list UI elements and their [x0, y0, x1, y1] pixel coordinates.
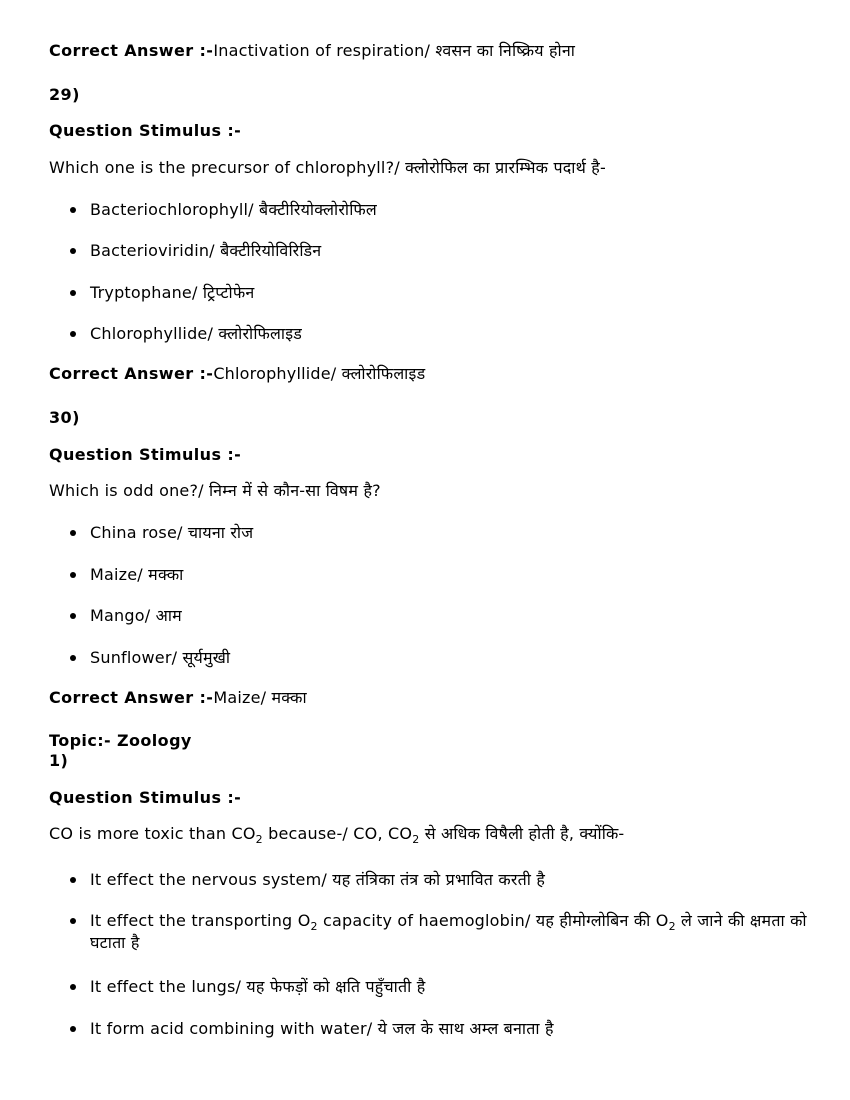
option-item: Tryptophane/ ट्रिप्टोफेन: [90, 283, 255, 302]
question-stimulus-label: Question Stimulus :-: [49, 121, 242, 140]
option-item: China rose/ चायना रोज: [90, 523, 254, 542]
subscript: 2: [255, 833, 263, 846]
question-text-part: because-/ CO, CO: [262, 824, 413, 843]
option-text-part: ले जाने की क्षमता को घटाता है: [90, 911, 807, 952]
topic-heading: Topic:- Zoology: [49, 731, 192, 750]
bullet: [70, 984, 76, 990]
option-item: Maize/ मक्का: [90, 565, 184, 584]
question-text-part: से अधिक विषैली होती है, क्योंकि-: [419, 824, 625, 843]
bullet: [70, 1026, 76, 1032]
correct-answer-value: Maize/ मक्का: [213, 688, 307, 707]
correct-answer-label: Correct Answer :-: [49, 41, 214, 60]
option-item: Bacterioviridin/ बैक्टीरियोविरिडिन: [90, 241, 322, 260]
bullet: [70, 918, 76, 924]
option-item: It form acid combining with water/ ये जल के साथ अम्ल बनाता है: [90, 1019, 554, 1038]
correct-answer-label: Correct Answer :-: [49, 688, 214, 707]
question-number: 30): [49, 408, 80, 427]
option-item: It effect the lungs/ यह फेफड़ों को क्षति पहुँचाती है: [90, 977, 426, 996]
subscript: 2: [668, 920, 676, 933]
option-text-part: It effect the transporting O: [90, 911, 311, 930]
prev-correct-answer: [49, 41, 575, 61]
option-item: Mango/ आम: [90, 606, 182, 625]
option-item: Bacteriochlorophyll/ बैक्टीरियोक्लोरोफिल: [90, 200, 377, 219]
option-text-part: capacity of haemoglobin/ यह हीमोग्लोबिन की O: [317, 911, 669, 930]
option-item: Chlorophyllide/ क्लोरोफिलाइड: [90, 324, 303, 343]
option-item: Sunflower/ सूर्यमुखी: [90, 648, 231, 667]
bullet: [70, 530, 76, 536]
bullet: [70, 877, 76, 883]
question-stimulus-label: Question Stimulus :-: [49, 445, 242, 464]
bullet: [70, 290, 76, 296]
option-item: It effect the nervous system/ यह तंत्रिका तंत्र को प्रभावित करती है: [90, 870, 546, 889]
subscript: 2: [310, 920, 318, 933]
bullet: [70, 331, 76, 337]
question-text: [49, 824, 624, 844]
correct-answer-label: Correct Answer :-: [49, 364, 214, 383]
question-text: Which one is the precursor of chlorophyll?/ क्लोरोफिल का प्रारम्भिक पदार्थ है-: [49, 158, 606, 177]
correct-answer: [49, 688, 307, 708]
question-stimulus-label: Question Stimulus :-: [49, 788, 242, 807]
question-number: 1): [49, 751, 69, 770]
correct-answer: [49, 364, 425, 384]
subscript: 2: [412, 833, 420, 846]
correct-answer-value: Inactivation of respiration/ श्वसन का निष्क्रिय होना: [213, 41, 576, 60]
bullet: [70, 207, 76, 213]
option-item: [90, 910, 810, 954]
question-text: Which is odd one?/ निम्न में से कौन-सा विषम है?: [49, 481, 381, 500]
question-number: 29): [49, 85, 80, 104]
bullet: [70, 248, 76, 254]
bullet: [70, 613, 76, 619]
bullet: [70, 572, 76, 578]
correct-answer-value: Chlorophyllide/ क्लोरोफिलाइड: [213, 364, 426, 383]
bullet: [70, 655, 76, 661]
question-text-part: CO is more toxic than CO: [49, 824, 256, 843]
